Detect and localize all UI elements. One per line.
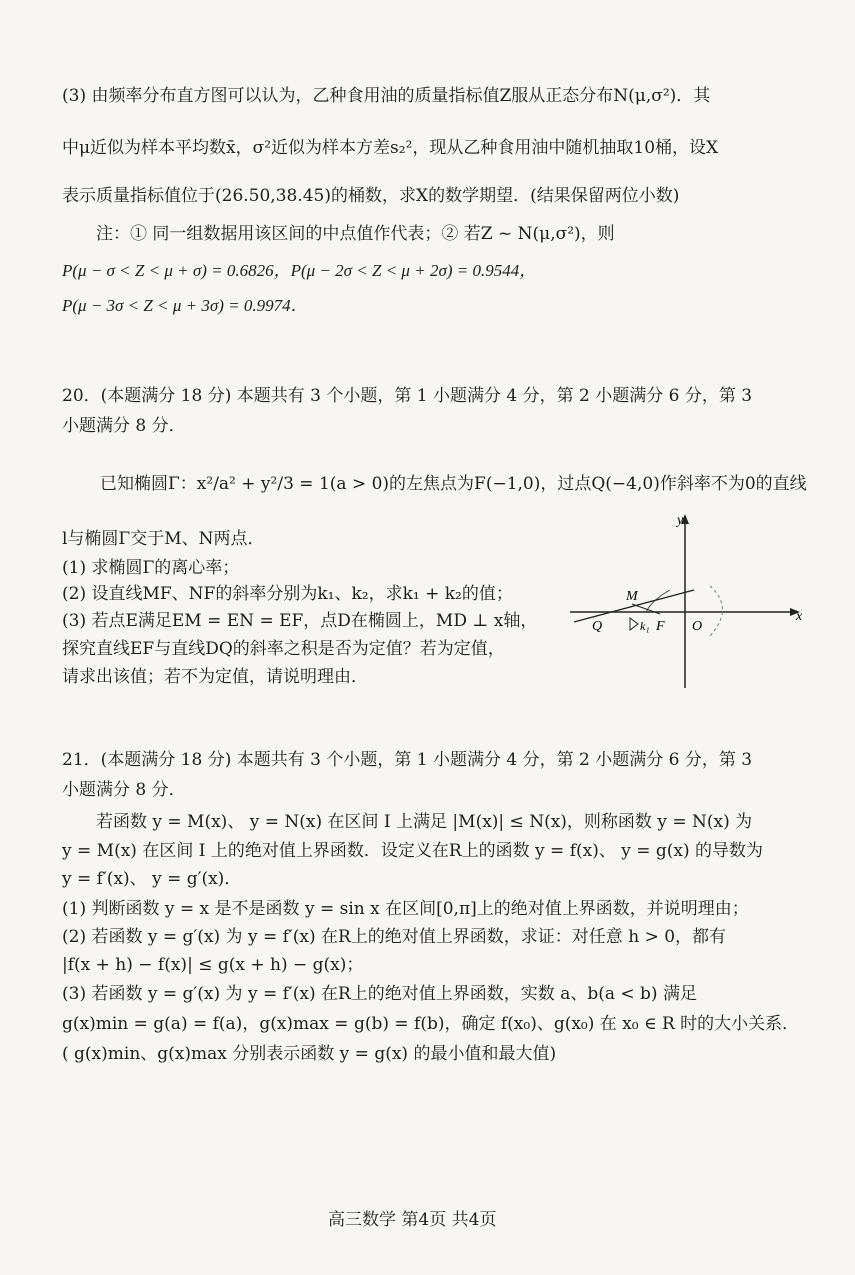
q19-part3-line2: 中μ近似为样本平均数x̄，σ²近似为样本方差s₂²，现从乙种食用油中随机抽取10桶，设X <box>62 138 719 158</box>
ellipse-arc-left <box>646 590 670 612</box>
q21-stem-line2: y = M(x) 在区间 I 上的绝对值上界函数．设定义在R上的函数 y = f(x)、 y = g(x) 的导数为 <box>62 841 764 861</box>
q19-part3-line1: (3) 由频率分布直方图可以认为，乙种食用油的质量指标值Z服从正态分布N(μ,σ²)．其 <box>62 86 711 106</box>
q20-part1: (1) 求椭圆Γ的离心率； <box>62 558 240 578</box>
page-footer: 高三数学 第4页 共4页 <box>328 1210 497 1230</box>
q20-part3-line3: 请求出该值；若不为定值，请说明理由． <box>62 667 368 687</box>
q21-part3-line3: ( g(x)min、g(x)max 分别表示函数 y = g(x) 的最小值和最大值) <box>62 1044 557 1064</box>
q21-part2-line2: |f(x + h) − f(x)| ≤ g(x + h) − g(x)； <box>62 955 364 975</box>
q19-prob-line1: P(μ − σ < Z < μ + σ) = 0.6826，P(μ − 2σ < Z < μ + 2σ) = 0.9544， <box>62 261 537 280</box>
q21-part1: (1) 判断函数 y = x 是不是函数 y = sin x 在区间[0,π]上的绝对值上界函数，并说明理由； <box>62 899 749 919</box>
q21-stem-line1: 若函数 y = M(x)、 y = N(x) 在区间 I 上满足 |M(x)| ≤ N(x)，则称函数 y = N(x) 为 <box>96 812 753 832</box>
q19-note: 注：① 同一组数据用该区间的中点值作代表；② 若Z ~ N(μ,σ²)，则 <box>96 224 615 244</box>
q20-stem-line1: 已知椭圆Γ：x²/a² + y²/3 = 1(a > 0)的左焦点为F(−1,0)，过点Q(−4,0)作斜率不为0的直线 <box>100 474 807 494</box>
point-m-label: M <box>626 589 638 604</box>
origin-label: O <box>692 619 703 634</box>
q20-part2: (2) 设直线MF、NF的斜率分别为k₁、k₂，求k₁ + k₂的值； <box>62 584 513 604</box>
q20-header-line1: 20．(本题满分 18 分) 本题共有 3 个小题，第 1 小题满分 4 分，第 2 小题满分 6 分，第 3 <box>62 386 753 406</box>
q21-part2-line1: (2) 若函数 y = g′(x) 为 y = f′(x) 在R上的绝对值上界函数，求证：对任意 h > 0，都有 <box>62 927 727 947</box>
q20-part3-line1: (3) 若点E满足EM = EN = EF，点D在椭圆上，MD ⊥ x轴， <box>62 611 538 631</box>
slope-mark: k₁ <box>640 619 650 633</box>
q20-ellipse-figure <box>560 508 810 693</box>
q20-stem-line2: l与椭圆Γ交于M、N两点． <box>62 529 265 549</box>
point-f-label: F <box>656 619 665 634</box>
focus-mark <box>630 618 638 630</box>
q21-stem-line3: y = f′(x)、 y = g′(x)． <box>62 869 242 889</box>
q21-header-line1: 21．(本题满分 18 分) 本题共有 3 个小题，第 1 小题满分 4 分，第 2 小题满分 6 分，第 3 <box>62 750 753 770</box>
ellipse-arc-right <box>710 586 723 636</box>
x-axis-label: x <box>796 609 803 624</box>
q21-part3-line1: (3) 若函数 y = g′(x) 为 y = f′(x) 在R上的绝对值上界函数，实数 a、b(a < b) 满足 <box>62 984 697 1004</box>
q19-prob-line2: P(μ − 3σ < Z < μ + 3σ) = 0.9974． <box>62 296 308 315</box>
q20-header-line2: 小题满分 8 分． <box>62 416 186 436</box>
q19-part3-line3: 表示质量指标值位于(26.50,38.45)的桶数，求X的数学期望．(结果保留两位小数) <box>62 186 680 206</box>
q21-part3-line2: g(x)min = g(a) = f(a)，g(x)max = g(b) = f(b)，确定 f(x₀)、g(x₀) 在 x₀ ∈ R 时的大小关系． <box>62 1014 800 1034</box>
q21-header-line2: 小题满分 8 分． <box>62 780 186 800</box>
q20-part3-line2: 探究直线EF与直线DQ的斜率之积是否为定值？若为定值， <box>62 639 505 659</box>
point-q-label: Q <box>592 619 603 634</box>
y-axis-label: y <box>677 513 684 528</box>
